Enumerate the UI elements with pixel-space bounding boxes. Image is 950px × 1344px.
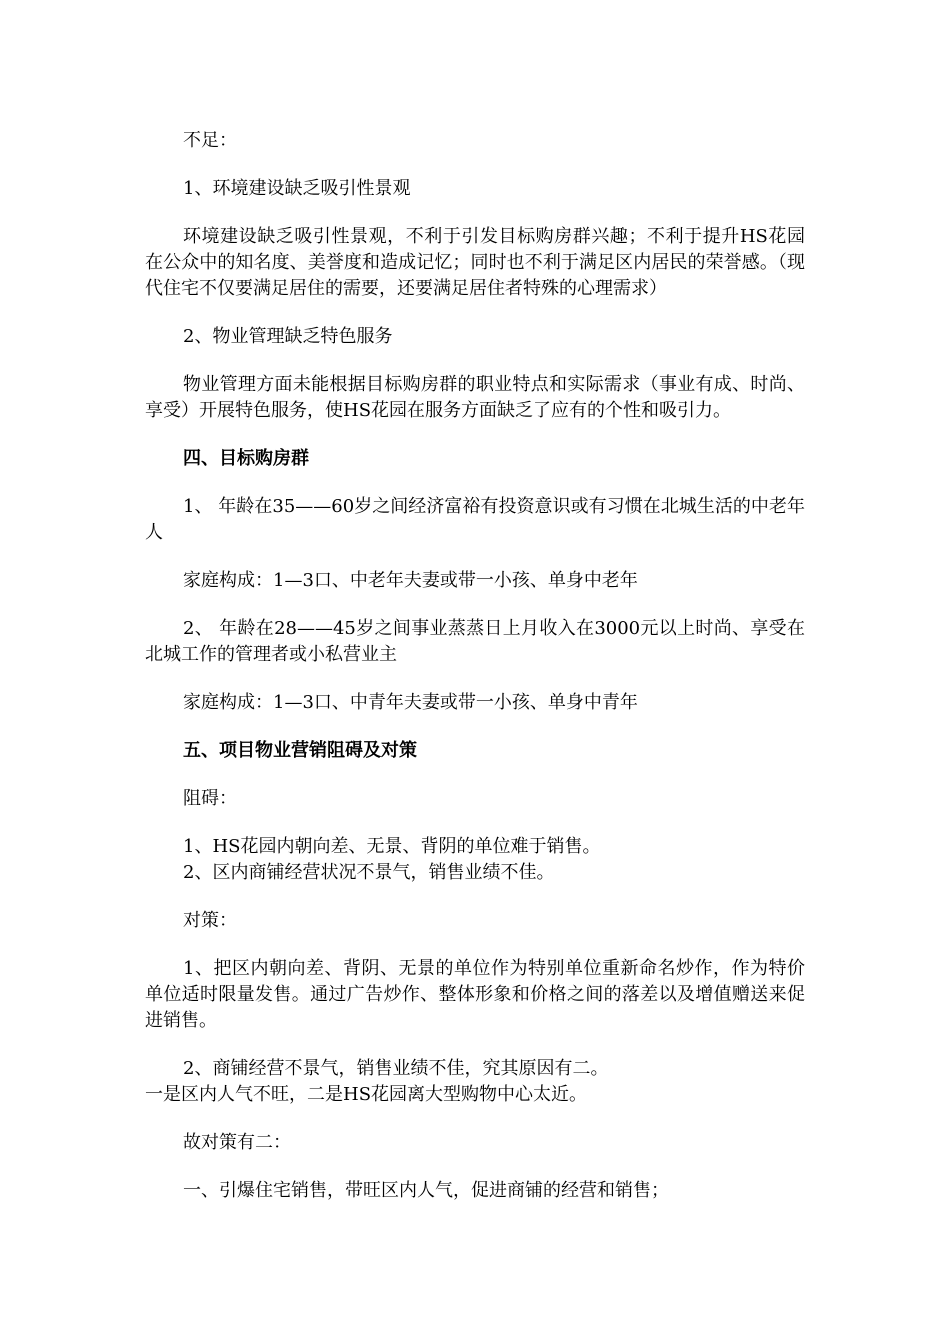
paragraph-household-1: 家庭构成：1—3口、中老年夫妻或带一小孩、单身中老年: [183, 570, 638, 591]
paragraph-countermeasure-1: 1、把区内朝向差、背阴、无景的单位作为特别单位重新命名炒作，作为特价单位适时限量发售。通过广告炒作、整体形象和价格之间的落差以及增值赠送来促进销售。: [145, 958, 805, 1031]
paragraph-shortcomings-heading: 不足：: [183, 130, 237, 151]
paragraph-countermeasures-heading: 对策：: [183, 910, 237, 931]
paragraph-household-2: 家庭构成：1—3口、中青年夫妻或带一小孩、单身中青年: [183, 692, 638, 713]
paragraph-item-2-title: 2、物业管理缺乏特色服务: [183, 326, 393, 347]
paragraph-obstacle-1: 1、HS花园内朝向差、无景、背阴的单位难于销售。: [183, 836, 601, 857]
paragraph-obstacle-2: 2、区内商铺经营状况不景气，销售业绩不佳。: [183, 862, 555, 883]
section-heading-target-buyers: 四、目标购房群: [183, 448, 309, 469]
paragraph-item-1-body: 环境建设缺乏吸引性景观，不利于引发目标购房群兴趣；不利于提升HS花园在公众中的知名度、美誉度和造成记忆；同时也不利于满足区内居民的荣誉感。（现代住宅不仅要满足居住的需要，还要满足居住者特殊的心理需求）: [145, 226, 805, 299]
paragraph-countermeasure-2: 2、商铺经营不景气，销售业绩不佳，究其原因有二。: [183, 1058, 609, 1079]
paragraph-buyer-group-2: 2、 年龄在28——45岁之间事业蒸蒸日上月收入在3000元以上时尚、享受在北城工作的管理者或小私营业主: [145, 618, 805, 665]
paragraph-buyer-group-1: 1、 年龄在35——60岁之间经济富裕有投资意识或有习惯在北城生活的中老年人: [145, 496, 805, 543]
paragraph-obstacles-heading: 阻碍：: [183, 788, 237, 809]
paragraph-item-2-body: 物业管理方面未能根据目标购房群的职业特点和实际需求（事业有成、时尚、享受）开展特色服务，使HS花园在服务方面缺乏了应有的个性和吸引力。: [145, 374, 805, 421]
paragraph-countermeasure-2-reason: 一是区内人气不旺，二是HS花园离大型购物中心太近。: [145, 1084, 588, 1105]
section-heading-obstacles-countermeasures: 五、项目物业营销阻碍及对策: [183, 740, 417, 761]
paragraph-item-1-title: 1、环境建设缺乏吸引性景观: [183, 178, 411, 199]
paragraph-countermeasure-first: 一、引爆住宅销售，带旺区内人气，促进商铺的经营和销售；: [183, 1180, 669, 1201]
document-body: [145, 128, 805, 1226]
paragraph-two-countermeasures: 故对策有二：: [183, 1132, 291, 1153]
